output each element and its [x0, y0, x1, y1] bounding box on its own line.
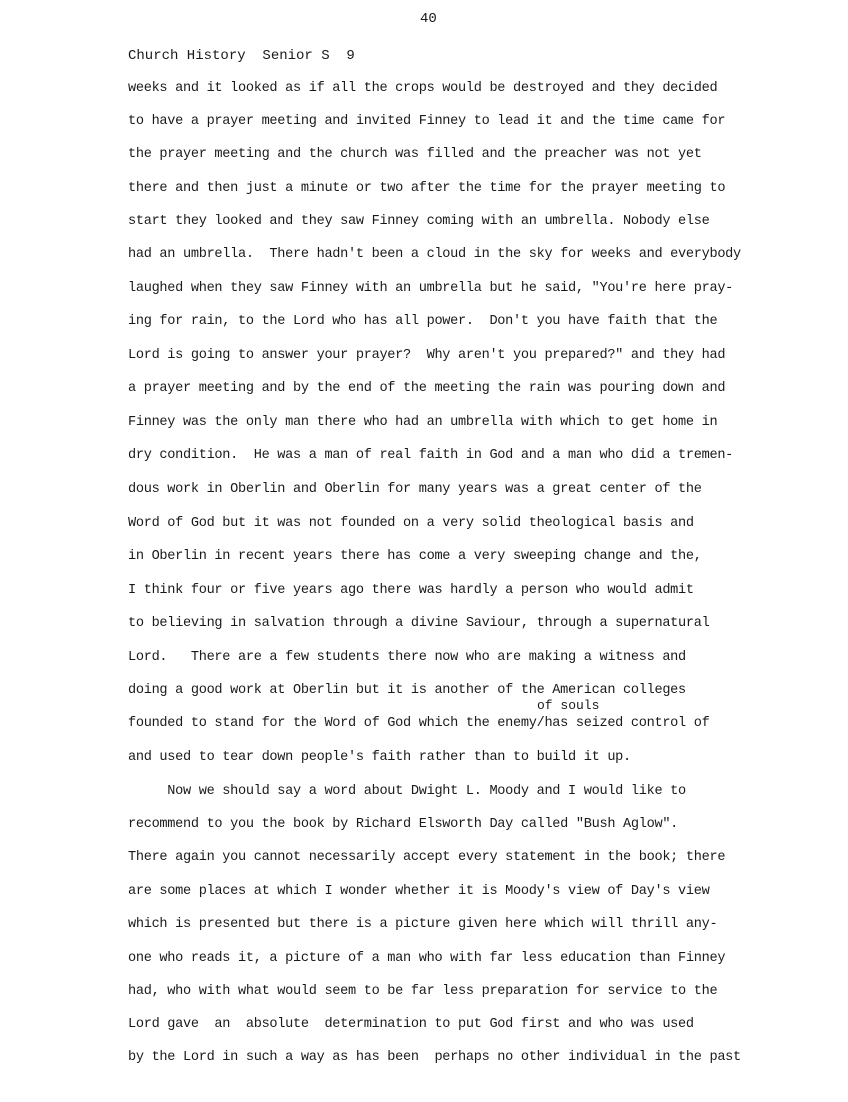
text-line: to have a prayer meeting and invited Finney to lead it and the time came for: [128, 114, 726, 129]
page-number: 40: [420, 11, 437, 27]
text-line: one who reads it, a picture of a man who with far less education than Finney: [128, 951, 726, 966]
page-header: Church History Senior S 9: [128, 48, 355, 64]
text-line: which is presented but there is a picture given here which will thrill any-: [128, 917, 718, 932]
text-line: a prayer meeting and by the end of the meeting the rain was pouring down and: [128, 381, 726, 396]
text-line: weeks and it looked as if all the crops would be destroyed and they decided: [128, 81, 718, 96]
text-line: had, who with what would seem to be far less preparation for service to the: [128, 984, 718, 999]
text-line: recommend to you the book by Richard Elsworth Day called "Bush Aglow".: [128, 817, 679, 832]
text-line: by the Lord in such a way as has been perhaps no other individual in the past: [128, 1050, 741, 1065]
text-line: founded to stand for the Word of God which the enemy/has seized control of: [128, 716, 710, 731]
text-line: ing for rain, to the Lord who has all power. Don't you have faith that the: [128, 314, 718, 329]
text-line: start they looked and they saw Finney coming with an umbrella. Nobody else: [128, 214, 710, 229]
text-line: the prayer meeting and the church was filled and the preacher was not yet: [128, 147, 702, 162]
text-line: and used to tear down people's faith rather than to build it up.: [128, 750, 631, 765]
interlinear-insertion: of souls: [537, 698, 600, 713]
text-line: dous work in Oberlin and Oberlin for many years was a great center of the: [128, 482, 702, 497]
text-line: are some places at which I wonder whether it is Moody's view of Day's view: [128, 884, 710, 899]
text-line: Finney was the only man there who had an umbrella with which to get home in: [128, 415, 718, 430]
text-line: there and then just a minute or two after the time for the prayer meeting to: [128, 181, 726, 196]
text-line: I think four or five years ago there was hardly a person who would admit: [128, 583, 694, 598]
text-line: had an umbrella. There hadn't been a cloud in the sky for weeks and everybody: [128, 247, 741, 262]
text-line: doing a good work at Oberlin but it is another of the American colleges: [128, 683, 686, 698]
text-line: in Oberlin in recent years there has come a very sweeping change and the,: [128, 549, 702, 564]
text-line: Lord gave an absolute determination to put God first and who was used: [128, 1017, 694, 1032]
text-line: Word of God but it was not founded on a very solid theological basis and: [128, 516, 694, 531]
text-line: Lord is going to answer your prayer? Why aren't you prepared?" and they had: [128, 348, 726, 363]
text-line: Now we should say a word about Dwight L. Moody and I would like to: [128, 784, 686, 799]
text-line: laughed when they saw Finney with an umbrella but he said, "You're here pray-: [128, 281, 734, 296]
text-line: to believing in salvation through a divine Saviour, through a supernatural: [128, 616, 710, 631]
text-line: dry condition. He was a man of real faith in God and a man who did a tremen-: [128, 448, 734, 463]
text-line: There again you cannot necessarily accept every statement in the book; there: [128, 850, 726, 865]
text-line: Lord. There are a few students there now who are making a witness and: [128, 650, 686, 665]
